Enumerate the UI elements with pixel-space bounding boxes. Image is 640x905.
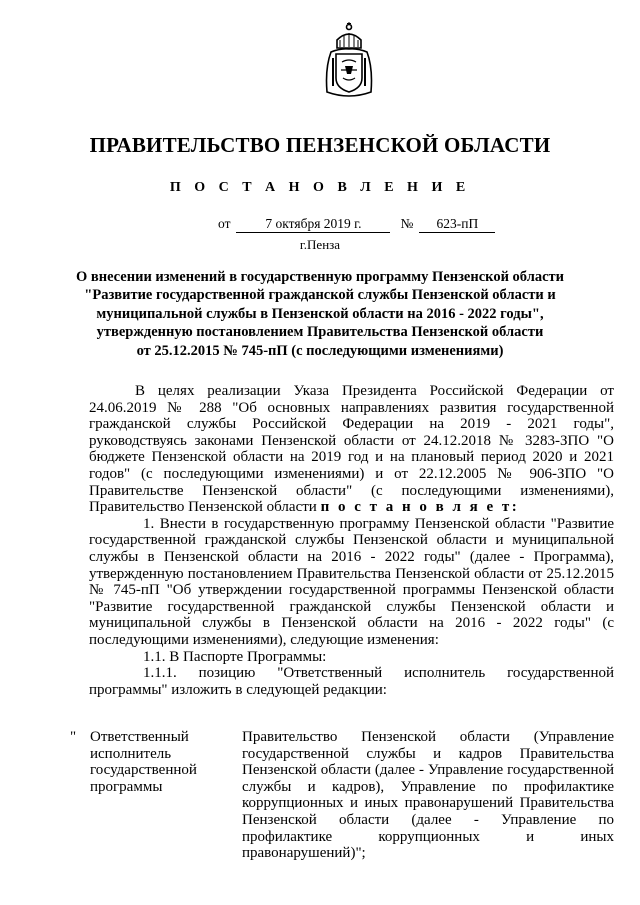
document-type: П О С Т А Н О В Л Е Н И Е — [169, 180, 471, 195]
table-left-cell — [90, 729, 225, 795]
number-prefix: № — [400, 216, 414, 231]
coat-of-arms-icon — [323, 18, 375, 100]
document-body — [89, 383, 614, 698]
left-cell-line: программы — [90, 778, 163, 795]
document-subject — [60, 268, 580, 360]
subject-line: О внесении изменений в государственную программу Пензенской области — [75, 269, 564, 285]
resolves-text: п о с т а н о в л я е т: — [320, 499, 520, 516]
opening-quote: " — [70, 729, 77, 745]
city: г.Пенза — [299, 237, 341, 252]
left-cell-line: Ответственный — [90, 729, 189, 745]
subject-line: "Развитие государственной гражданской службы Пензенской области и — [84, 287, 556, 304]
subject-line: утвержденную постановлением Правительства Пензенской области — [96, 324, 544, 341]
preamble-paragraph — [89, 383, 614, 516]
subject-line: от 25.12.2015 № 745-пП (с последующими изменениями) — [136, 342, 504, 359]
subject-line: муниципальной службы в Пензенской области на 2016 - 2022 годы", — [96, 305, 544, 322]
left-cell-line: государственной — [90, 762, 197, 779]
date-number-line — [218, 216, 495, 233]
left-cell-line: исполнитель — [90, 745, 172, 762]
item-1-paragraph: 1. Внести в государственную программу Пензенской области "Развитие государственной гражданской службы Пензенской области и муниципальной службы в Пензенской области на 2016 - 2022 годы" (далее - Программа), утвержденную постановлением Правительства Пензенской области от 25.12.2015 № 745-пП "Об утверждении государственной программы Пензенской области "Развитие государственной гражданской службы Пензенской области и муниципальной службы в Пензенской области на 2016 - 2022 годы" (с последующими изменениями), следующие изменения: — [89, 515, 614, 648]
table-right-cell: Правительство Пензенской области (Управление государственной службы и кадров Правительства Пензенской области (далее - Управление государственной службы и кадров), Управление по профилактике коррупционных и иных правонарушений Правительства Пензенской области (далее - Управление по профилактике коррупционных и иных правонарушений)"; — [242, 729, 614, 862]
document-date: 7 октября 2019 г. — [236, 216, 390, 233]
document-number: 623-пП — [419, 216, 495, 233]
item-1-1-paragraph: 1.1. В Паспорте Программы: — [143, 648, 327, 665]
date-prefix: от — [218, 216, 231, 231]
item-1-1-1-paragraph: 1.1.1. позицию "Ответственный исполнитель государственной программы" изложить в следующей редакции: — [89, 665, 614, 698]
government-title: ПРАВИТЕЛЬСТВО ПЕНЗЕНСКОЙ ОБЛАСТИ — [89, 133, 551, 157]
preamble-text: В целях реализации Указа Президента Российской Федерации от 24.06.2019 № 288 "Об основных направлениях развития государственной гражданской службы Российской Федерации на 2019 - 2021 годы", руководствуясь законами Пензенской области от 24.12.2018 № 3283-ЗПО "О бюджете Пензенской области на 2019 год и на плановый период 2020 и 2021 годов" (с последующими изменениями) и от 22.12.2005 № 906-ЗПО "О Правительстве Пензенской области" (с последующими изменениями), Правительство Пензенской области — [89, 383, 614, 516]
